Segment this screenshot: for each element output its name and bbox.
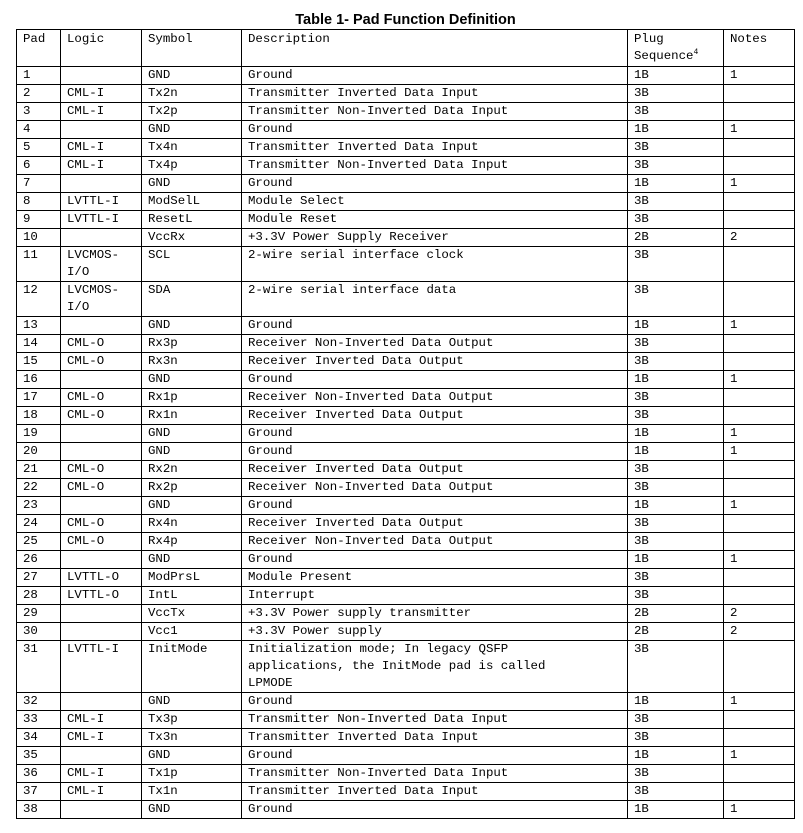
cell-plug-sequence: 3B <box>628 353 724 371</box>
cell-description: Transmitter Inverted Data Input <box>242 729 628 747</box>
cell-description: Receiver Inverted Data Output <box>242 515 628 533</box>
cell-pad: 18 <box>17 407 61 425</box>
table-row <box>17 175 795 193</box>
table-row <box>17 282 795 317</box>
table-row <box>17 461 795 479</box>
table-caption: Table 1- Pad Function Definition <box>295 12 516 28</box>
cell-logic: CML-O <box>61 533 142 551</box>
cell-logic <box>61 67 142 85</box>
cell-logic <box>61 229 142 247</box>
cell-pad: 12 <box>17 282 61 317</box>
cell-pad: 30 <box>17 623 61 641</box>
cell-description: Receiver Non-Inverted Data Output <box>242 479 628 497</box>
cell-notes: 1 <box>724 67 795 85</box>
cell-plug-sequence: 3B <box>628 407 724 425</box>
cell-logic: CML-I <box>61 85 142 103</box>
cell-notes <box>724 461 795 479</box>
cell-notes: 2 <box>724 605 795 623</box>
table-row <box>17 765 795 783</box>
cell-description: 2-wire serial interface data <box>242 282 628 317</box>
cell-plug-sequence: 1B <box>628 67 724 85</box>
cell-description: Ground <box>242 801 628 819</box>
cell-description: Receiver Non-Inverted Data Output <box>242 335 628 353</box>
table-row <box>17 605 795 623</box>
cell-notes <box>724 353 795 371</box>
cell-symbol: ModSelL <box>142 193 242 211</box>
cell-symbol: Tx2n <box>142 85 242 103</box>
cell-pad: 19 <box>17 425 61 443</box>
cell-plug-sequence: 3B <box>628 461 724 479</box>
cell-logic: CML-O <box>61 353 142 371</box>
table-row <box>17 479 795 497</box>
table-row <box>17 121 795 139</box>
cell-logic <box>61 747 142 765</box>
table-row <box>17 551 795 569</box>
cell-notes <box>724 282 795 317</box>
cell-notes: 2 <box>724 229 795 247</box>
cell-notes <box>724 85 795 103</box>
cell-logic <box>61 175 142 193</box>
table-row <box>17 569 795 587</box>
cell-description: Ground <box>242 121 628 139</box>
cell-plug-sequence: 1B <box>628 497 724 515</box>
cell-plug-sequence: 2B <box>628 229 724 247</box>
cell-symbol: GND <box>142 371 242 389</box>
header-row <box>17 30 795 67</box>
cell-pad: 4 <box>17 121 61 139</box>
table-row <box>17 515 795 533</box>
cell-pad: 23 <box>17 497 61 515</box>
cell-pad: 32 <box>17 693 61 711</box>
cell-symbol: Rx1n <box>142 407 242 425</box>
cell-logic: CML-I <box>61 765 142 783</box>
cell-symbol: IntL <box>142 587 242 605</box>
cell-pad: 31 <box>17 641 61 693</box>
cell-description: Ground <box>242 693 628 711</box>
table-row <box>17 247 795 282</box>
cell-symbol: Rx3n <box>142 353 242 371</box>
cell-plug-sequence: 3B <box>628 211 724 229</box>
table-row <box>17 211 795 229</box>
cell-notes <box>724 335 795 353</box>
cell-logic: LVTTL-I <box>61 193 142 211</box>
cell-pad: 3 <box>17 103 61 121</box>
cell-plug-sequence: 1B <box>628 693 724 711</box>
cell-logic <box>61 371 142 389</box>
cell-pad: 20 <box>17 443 61 461</box>
table-row <box>17 443 795 461</box>
cell-pad: 1 <box>17 67 61 85</box>
cell-description: Interrupt <box>242 587 628 605</box>
cell-description: Transmitter Non-Inverted Data Input <box>242 765 628 783</box>
cell-plug-sequence: 3B <box>628 765 724 783</box>
cell-pad: 29 <box>17 605 61 623</box>
cell-logic: LVTTL-O <box>61 587 142 605</box>
cell-plug-sequence: 1B <box>628 371 724 389</box>
cell-pad: 22 <box>17 479 61 497</box>
cell-symbol: Tx4n <box>142 139 242 157</box>
table-row <box>17 711 795 729</box>
cell-logic: CML-I <box>61 783 142 801</box>
cell-description: Ground <box>242 747 628 765</box>
cell-plug-sequence: 1B <box>628 425 724 443</box>
cell-notes <box>724 711 795 729</box>
table-row <box>17 801 795 819</box>
cell-symbol: ResetL <box>142 211 242 229</box>
cell-notes <box>724 783 795 801</box>
cell-symbol: GND <box>142 425 242 443</box>
cell-plug-sequence: 3B <box>628 193 724 211</box>
table-row <box>17 641 795 693</box>
cell-logic <box>61 623 142 641</box>
cell-symbol: Tx3n <box>142 729 242 747</box>
cell-description: Ground <box>242 67 628 85</box>
cell-logic: LVTTL-I <box>61 641 142 693</box>
cell-symbol: GND <box>142 175 242 193</box>
table-row <box>17 85 795 103</box>
cell-plug-sequence: 1B <box>628 443 724 461</box>
table-row <box>17 317 795 335</box>
cell-logic <box>61 497 142 515</box>
cell-notes <box>724 247 795 282</box>
table-body <box>17 67 795 819</box>
header-plug-sequence <box>628 30 724 67</box>
cell-notes: 1 <box>724 551 795 569</box>
cell-plug-sequence: 1B <box>628 175 724 193</box>
cell-pad: 16 <box>17 371 61 389</box>
cell-plug-sequence: 3B <box>628 641 724 693</box>
cell-description: Ground <box>242 551 628 569</box>
cell-pad: 13 <box>17 317 61 335</box>
cell-description: Ground <box>242 497 628 515</box>
cell-notes <box>724 193 795 211</box>
cell-notes: 1 <box>724 693 795 711</box>
cell-pad: 24 <box>17 515 61 533</box>
cell-pad: 6 <box>17 157 61 175</box>
cell-pad: 35 <box>17 747 61 765</box>
cell-pad: 36 <box>17 765 61 783</box>
cell-symbol: Rx2n <box>142 461 242 479</box>
cell-description: Ground <box>242 425 628 443</box>
cell-logic: LVCMOS- I/O <box>61 282 142 317</box>
cell-notes <box>724 211 795 229</box>
cell-symbol: GND <box>142 67 242 85</box>
cell-symbol: Tx1p <box>142 765 242 783</box>
cell-pad: 38 <box>17 801 61 819</box>
cell-notes <box>724 157 795 175</box>
cell-logic: CML-I <box>61 139 142 157</box>
cell-pad: 7 <box>17 175 61 193</box>
pad-function-table <box>16 29 795 819</box>
cell-pad: 17 <box>17 389 61 407</box>
cell-logic <box>61 317 142 335</box>
cell-description: Initialization mode; In legacy QSFP applications, the InitMode pad is called LPMODE <box>242 641 628 693</box>
cell-plug-sequence: 1B <box>628 747 724 765</box>
cell-logic: LVCMOS- I/O <box>61 247 142 282</box>
cell-symbol: Rx3p <box>142 335 242 353</box>
header-notes: Notes <box>724 30 795 67</box>
cell-plug-sequence: 3B <box>628 711 724 729</box>
cell-notes: 1 <box>724 747 795 765</box>
cell-logic: CML-I <box>61 157 142 175</box>
table-row <box>17 533 795 551</box>
cell-notes <box>724 407 795 425</box>
cell-pad: 34 <box>17 729 61 747</box>
cell-symbol: GND <box>142 693 242 711</box>
table-row <box>17 587 795 605</box>
cell-plug-sequence: 1B <box>628 121 724 139</box>
cell-pad: 10 <box>17 229 61 247</box>
table-row <box>17 335 795 353</box>
header-pad: Pad <box>17 30 61 67</box>
table-row <box>17 783 795 801</box>
cell-symbol: Rx1p <box>142 389 242 407</box>
header-symbol: Symbol <box>142 30 242 67</box>
table-row <box>17 371 795 389</box>
cell-notes: 1 <box>724 371 795 389</box>
cell-plug-sequence: 3B <box>628 479 724 497</box>
cell-logic <box>61 551 142 569</box>
cell-notes <box>724 765 795 783</box>
cell-symbol: Vcc1 <box>142 623 242 641</box>
cell-plug-sequence: 3B <box>628 139 724 157</box>
cell-description: Transmitter Non-Inverted Data Input <box>242 103 628 121</box>
cell-logic: CML-I <box>61 729 142 747</box>
cell-description: Module Select <box>242 193 628 211</box>
cell-pad: 37 <box>17 783 61 801</box>
cell-description: Transmitter Non-Inverted Data Input <box>242 711 628 729</box>
cell-symbol: VccTx <box>142 605 242 623</box>
cell-notes <box>724 729 795 747</box>
cell-symbol: GND <box>142 801 242 819</box>
cell-plug-sequence: 2B <box>628 623 724 641</box>
cell-symbol: VccRx <box>142 229 242 247</box>
cell-logic <box>61 121 142 139</box>
cell-plug-sequence: 3B <box>628 533 724 551</box>
cell-description: Receiver Non-Inverted Data Output <box>242 533 628 551</box>
cell-logic: CML-I <box>61 103 142 121</box>
cell-logic: CML-O <box>61 335 142 353</box>
cell-description: Ground <box>242 317 628 335</box>
table-row <box>17 497 795 515</box>
cell-symbol: GND <box>142 497 242 515</box>
cell-symbol: SDA <box>142 282 242 317</box>
cell-notes <box>724 103 795 121</box>
cell-plug-sequence: 3B <box>628 569 724 587</box>
header-description: Description <box>242 30 628 67</box>
table-row <box>17 229 795 247</box>
table-row <box>17 407 795 425</box>
cell-notes <box>724 587 795 605</box>
cell-pad: 9 <box>17 211 61 229</box>
cell-symbol: ModPrsL <box>142 569 242 587</box>
cell-plug-sequence: 3B <box>628 515 724 533</box>
table-row <box>17 353 795 371</box>
cell-pad: 26 <box>17 551 61 569</box>
table-row <box>17 623 795 641</box>
cell-pad: 15 <box>17 353 61 371</box>
cell-symbol: GND <box>142 747 242 765</box>
cell-logic: CML-O <box>61 461 142 479</box>
cell-symbol: InitMode <box>142 641 242 693</box>
cell-description: 2-wire serial interface clock <box>242 247 628 282</box>
cell-symbol: GND <box>142 121 242 139</box>
table-row <box>17 729 795 747</box>
plug-sequence-label: Plug Sequence <box>634 32 694 63</box>
cell-description: Module Reset <box>242 211 628 229</box>
cell-symbol: Rx2p <box>142 479 242 497</box>
cell-notes <box>724 641 795 693</box>
cell-notes: 1 <box>724 121 795 139</box>
cell-notes <box>724 569 795 587</box>
cell-logic <box>61 605 142 623</box>
cell-plug-sequence: 3B <box>628 103 724 121</box>
cell-logic <box>61 693 142 711</box>
cell-plug-sequence: 1B <box>628 317 724 335</box>
cell-logic: CML-O <box>61 389 142 407</box>
cell-logic <box>61 801 142 819</box>
cell-pad: 5 <box>17 139 61 157</box>
cell-description: +3.3V Power Supply Receiver <box>242 229 628 247</box>
cell-plug-sequence: 3B <box>628 729 724 747</box>
cell-plug-sequence: 3B <box>628 587 724 605</box>
cell-pad: 27 <box>17 569 61 587</box>
cell-notes: 2 <box>724 623 795 641</box>
cell-plug-sequence: 1B <box>628 551 724 569</box>
cell-symbol: GND <box>142 317 242 335</box>
cell-description: Receiver Inverted Data Output <box>242 353 628 371</box>
cell-logic <box>61 443 142 461</box>
cell-logic: CML-O <box>61 515 142 533</box>
cell-plug-sequence: 3B <box>628 247 724 282</box>
cell-plug-sequence: 3B <box>628 335 724 353</box>
table-row <box>17 139 795 157</box>
header-logic: Logic <box>61 30 142 67</box>
cell-description: Receiver Non-Inverted Data Output <box>242 389 628 407</box>
table-row <box>17 425 795 443</box>
cell-notes: 1 <box>724 497 795 515</box>
cell-symbol: Tx1n <box>142 783 242 801</box>
table-row <box>17 747 795 765</box>
cell-notes <box>724 533 795 551</box>
table-row <box>17 693 795 711</box>
cell-plug-sequence: 3B <box>628 389 724 407</box>
cell-logic: LVTTL-I <box>61 211 142 229</box>
cell-description: Transmitter Inverted Data Input <box>242 783 628 801</box>
cell-description: Transmitter Inverted Data Input <box>242 139 628 157</box>
cell-logic: LVTTL-O <box>61 569 142 587</box>
cell-symbol: GND <box>142 443 242 461</box>
cell-description: Module Present <box>242 569 628 587</box>
table-row <box>17 103 795 121</box>
cell-description: Ground <box>242 443 628 461</box>
plug-sequence-footnote: 4 <box>693 47 699 57</box>
cell-logic: CML-I <box>61 711 142 729</box>
cell-pad: 2 <box>17 85 61 103</box>
cell-plug-sequence: 2B <box>628 605 724 623</box>
cell-symbol: SCL <box>142 247 242 282</box>
cell-pad: 14 <box>17 335 61 353</box>
cell-notes <box>724 479 795 497</box>
cell-notes <box>724 139 795 157</box>
cell-symbol: Tx4p <box>142 157 242 175</box>
cell-notes <box>724 389 795 407</box>
cell-plug-sequence: 3B <box>628 282 724 317</box>
cell-notes: 1 <box>724 801 795 819</box>
table-row <box>17 389 795 407</box>
table-row <box>17 67 795 85</box>
cell-pad: 21 <box>17 461 61 479</box>
table-row <box>17 193 795 211</box>
cell-pad: 11 <box>17 247 61 282</box>
cell-plug-sequence: 3B <box>628 85 724 103</box>
cell-notes: 1 <box>724 443 795 461</box>
table-row <box>17 157 795 175</box>
cell-description: +3.3V Power supply transmitter <box>242 605 628 623</box>
cell-description: Transmitter Inverted Data Input <box>242 85 628 103</box>
cell-pad: 33 <box>17 711 61 729</box>
cell-description: Receiver Inverted Data Output <box>242 407 628 425</box>
cell-logic: CML-O <box>61 479 142 497</box>
cell-description: Transmitter Non-Inverted Data Input <box>242 157 628 175</box>
cell-notes: 1 <box>724 175 795 193</box>
cell-notes <box>724 515 795 533</box>
cell-plug-sequence: 1B <box>628 801 724 819</box>
cell-logic <box>61 425 142 443</box>
cell-symbol: Tx2p <box>142 103 242 121</box>
cell-description: Ground <box>242 371 628 389</box>
cell-pad: 25 <box>17 533 61 551</box>
cell-symbol: Rx4n <box>142 515 242 533</box>
cell-symbol: Rx4p <box>142 533 242 551</box>
cell-pad: 28 <box>17 587 61 605</box>
cell-notes: 1 <box>724 425 795 443</box>
cell-logic: CML-O <box>61 407 142 425</box>
cell-notes: 1 <box>724 317 795 335</box>
cell-plug-sequence: 3B <box>628 783 724 801</box>
cell-symbol: GND <box>142 551 242 569</box>
cell-description: Ground <box>242 175 628 193</box>
cell-pad: 8 <box>17 193 61 211</box>
cell-plug-sequence: 3B <box>628 157 724 175</box>
cell-description: +3.3V Power supply <box>242 623 628 641</box>
cell-symbol: Tx3p <box>142 711 242 729</box>
cell-description: Receiver Inverted Data Output <box>242 461 628 479</box>
